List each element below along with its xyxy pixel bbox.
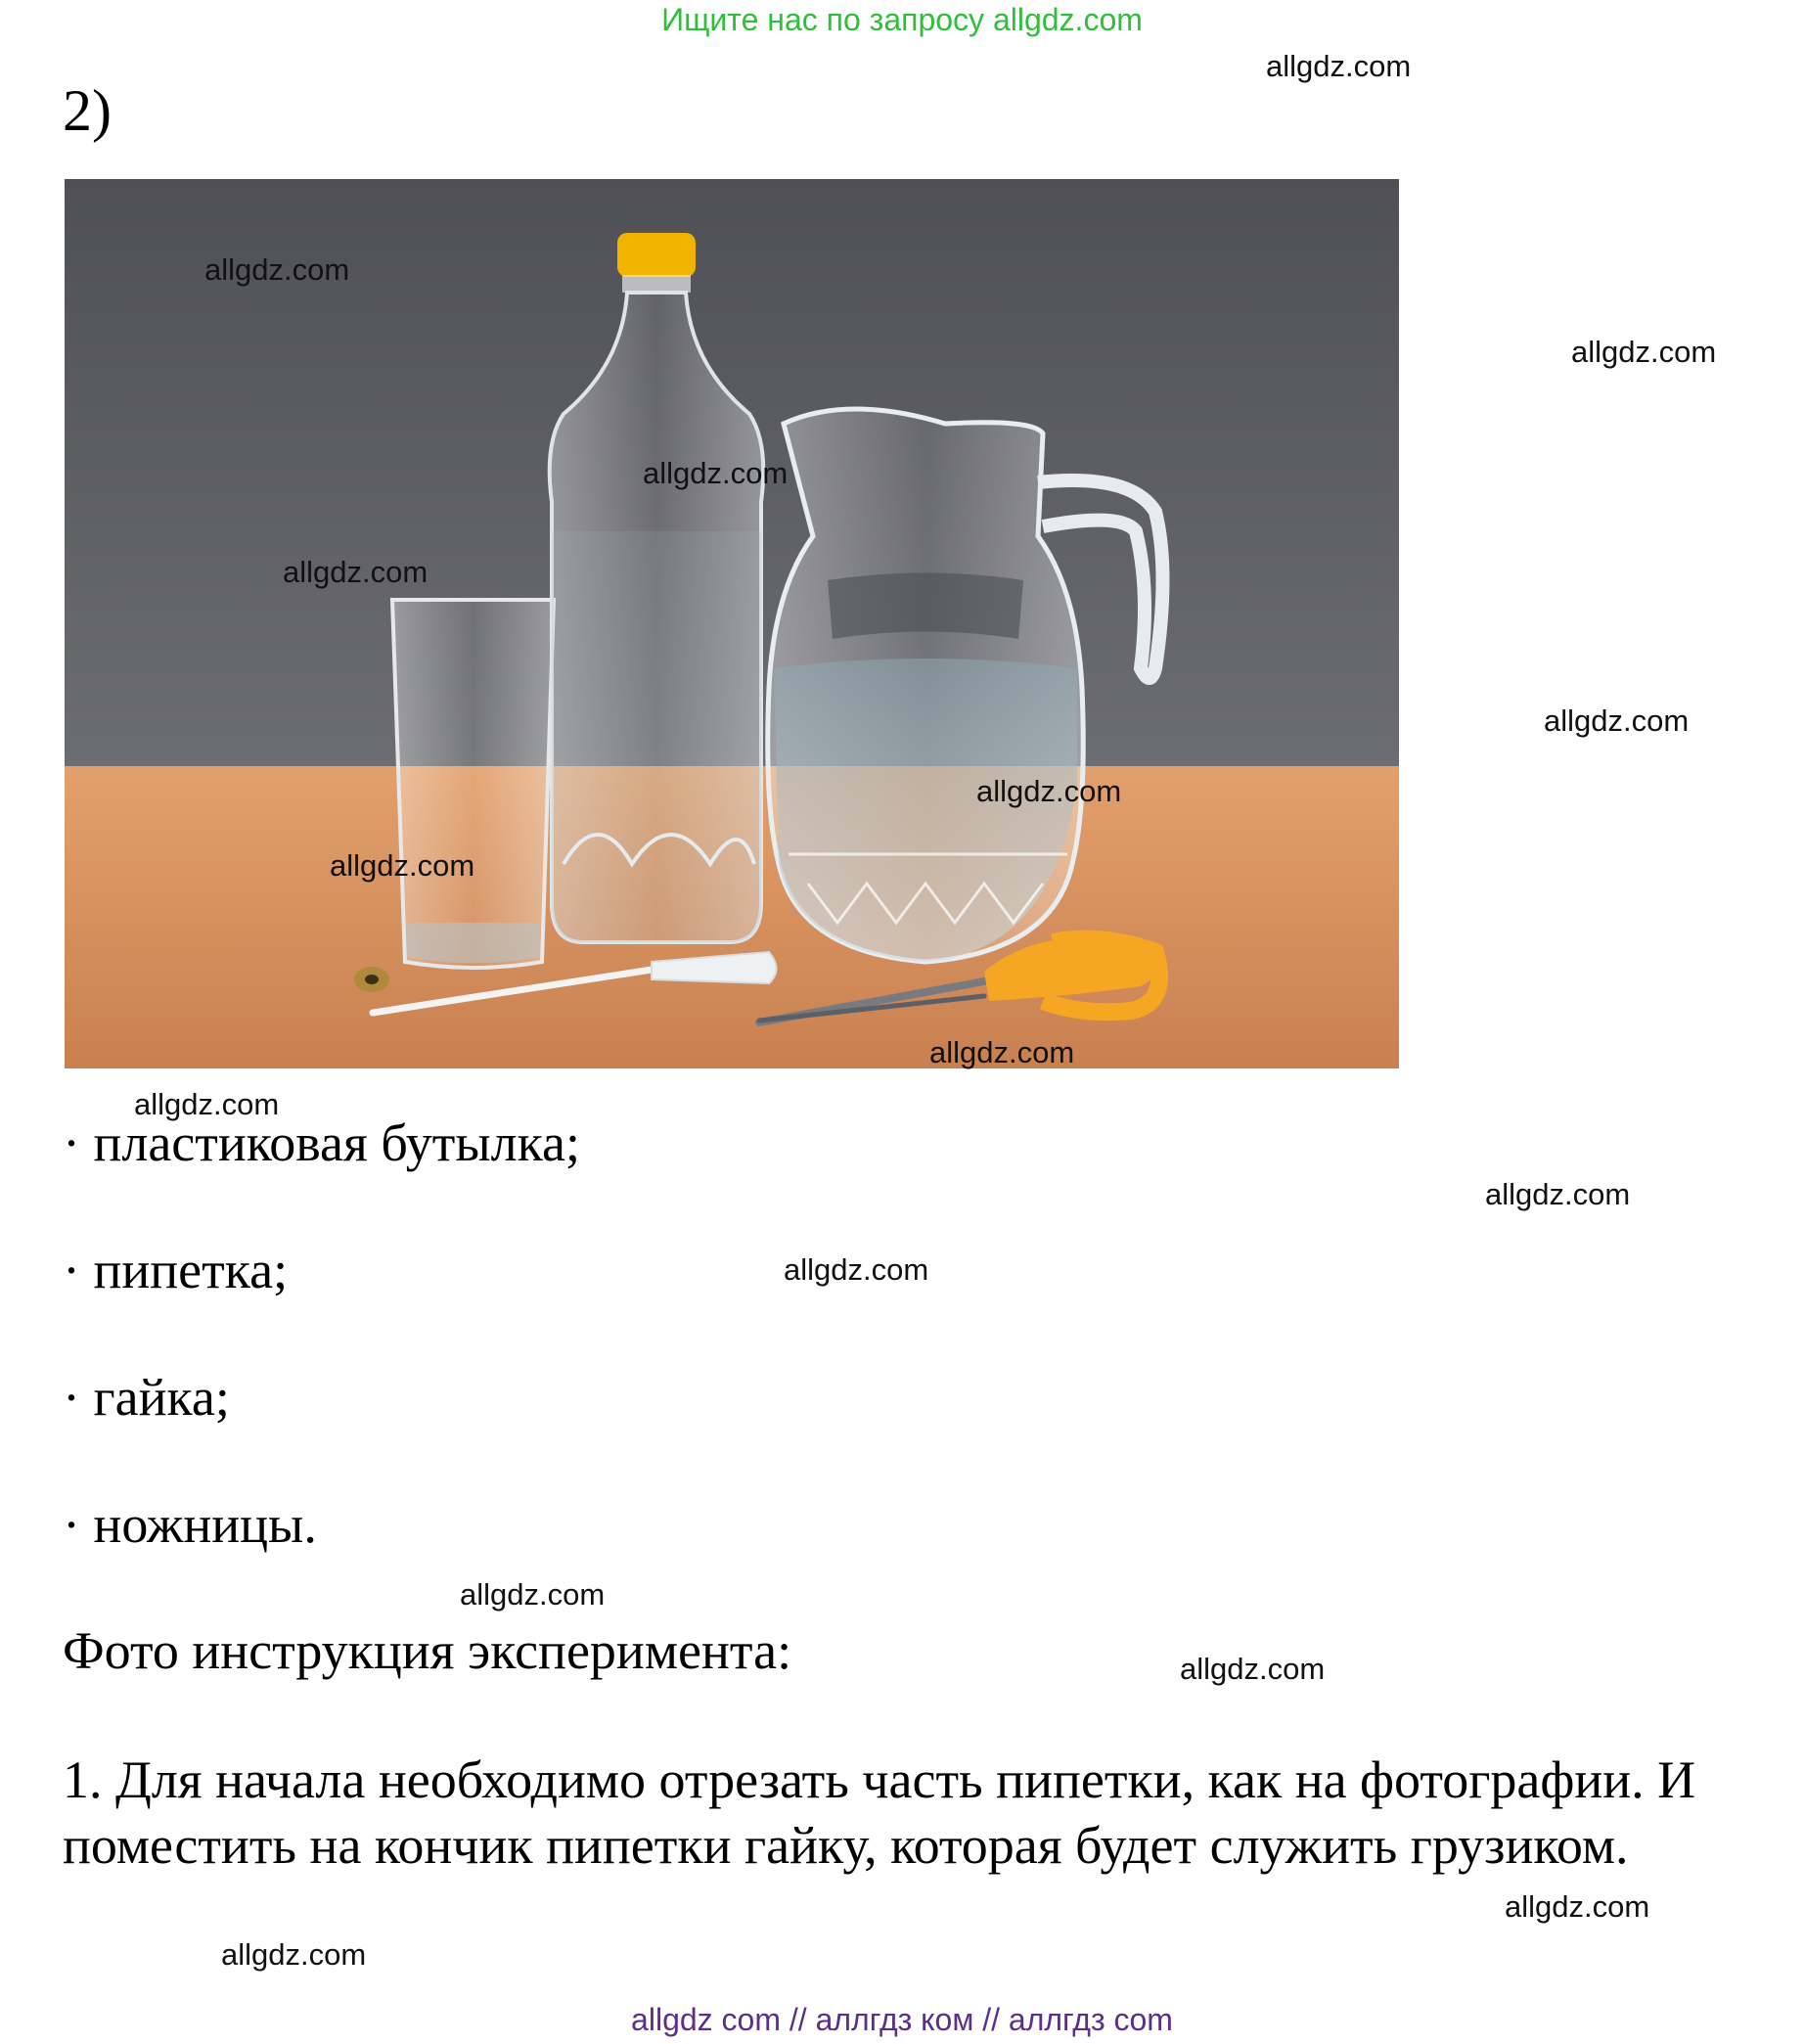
watermark: allgdz.com (643, 456, 789, 490)
watermark: allgdz.com (1180, 1652, 1326, 1686)
watermark: allgdz.com (330, 848, 475, 883)
glass-icon (392, 600, 554, 968)
experiment-materials-photo (65, 179, 1399, 1068)
watermark: allgdz.com (976, 774, 1122, 808)
material-item-scissors: · ножницы. (63, 1495, 317, 1554)
watermark: allgdz.com (1505, 1889, 1650, 1924)
instruction-step-1: 1. Для начала необходимо отрезать часть пипетки, как на фотографии. И поместить на кончик пипетки гайку, которая будет служить грузиком. (63, 1750, 1696, 1875)
material-item-bottle: · пластиковая бутылка; (63, 1113, 580, 1172)
search-banner: Ищите нас по запросу allgdz.com (661, 2, 1143, 37)
watermark: allgdz.com (929, 1035, 1075, 1069)
watermark: allgdz.com (221, 1937, 367, 1972)
watermark: allgdz.com (784, 1252, 929, 1287)
instruction-heading: Фото инструкция эксперимента: (63, 1621, 792, 1680)
task-number: 2) (63, 78, 112, 143)
watermark: allgdz.com (134, 1087, 280, 1121)
watermark: allgdz.com (283, 555, 428, 589)
watermark: allgdz.com (1485, 1177, 1631, 1211)
footer-links: allgdz com // аллгдз ком // аллгдз com (631, 2002, 1173, 2037)
watermark: allgdz.com (1544, 704, 1690, 738)
watermark: allgdz.com (1266, 49, 1412, 83)
watermark: allgdz.com (1571, 335, 1717, 369)
watermark: allgdz.com (460, 1577, 606, 1612)
material-item-nut: · гайка; (63, 1368, 230, 1427)
nut-icon (354, 967, 389, 992)
watermark: allgdz.com (204, 252, 350, 287)
material-item-pipette: · пипетка; (63, 1241, 289, 1299)
